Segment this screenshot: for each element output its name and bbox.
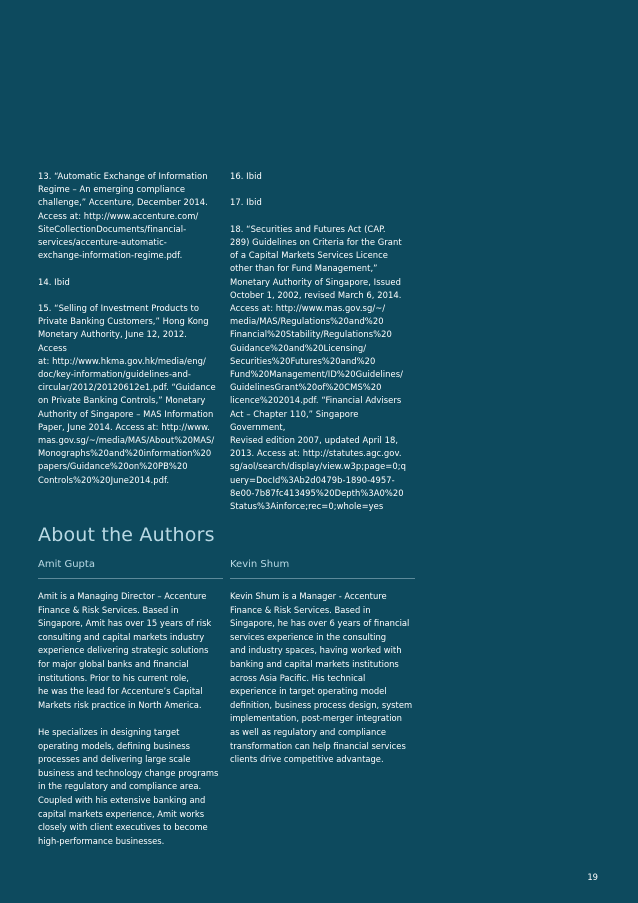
- author-bio: [230, 590, 415, 767]
- endnote-18: 18. “Securities and Futures Act (CAP. 289) Guidelines on Criteria for the Grant of a Capital Markets Services Licence other than for Fund Management,” Monetary Authority of Singapore, Issued October 1, 2002, revised March 6, 2014. Access at: http://www.mas.gov.sg/~/ media/MAS/Regulations%20and%20 Financial%20Stability/Regulations%20 Guidance%20and%20Licensing/ Securities%20Futures%20and%20 Fund%20Management/ID%20Guidelines/ GuidelinesGrant%20of%20CMS%20 licence%202014.pdf. “Financial Advisers Act – Chapter 110,” Singapore Government, Revised edition 2007, updated April 18, 2013. Access at: http://statutes.agc.gov. sg/aol/search/display/view.w3p;page=0;q uery=DocId%3Ab2d0479b-1890-4957- 8e00-7b87fc413495%20Depth%3A0%20 Status%3Ainforce;rec=0;whole=yes: [230, 223, 406, 512]
- endnotes-left-column: [38, 170, 218, 500]
- endnote-16: 16. Ibid: [230, 171, 262, 181]
- endnote-15: 15. “Selling of Investment Products to Private Banking Customers,” Hong Kong Monetary Authority, June 12, 2012. Access at: http://www.hkma.gov.hk/media/eng/ doc/key-information/guidelines-and- circular/2012/20120612e1.pdf. “Guidance on Private Banking Controls,” Monetary Authority of Singapore – MAS Information Paper, June 2014. Access at: http://www. mas.gov.sg/~/media/MAS/About%20MAS/ Monographs%20and%20information%20 papers/Guidance%20on%20PB%20 Controls%20%20June2014.pdf.: [38, 303, 216, 485]
- author-name: Kevin Shum: [230, 558, 415, 579]
- page-number: 19: [587, 872, 598, 882]
- bio-paragraph: He specializes in designing target operating models, defining business processes and delivering large scale business and technology change programs in the regulatory and compliance area. Coupled with his extensive banking and capital markets experience, Amit works closely with client executives to become high-performance businesses.: [38, 726, 219, 846]
- bio-paragraph: Kevin Shum is a Manager - Accenture Finance & Risk Services. Based in Singapore, he has over 6 years of financial services experience in the consulting and industry spaces, having worked with banking and capital markets institutions across Asia Pacific. His technical experience in target operating model definition, business process design, system implementation, post-merger integration as well as regulatory and compliance transformation can help financial services clients drive competitive advantage.: [230, 591, 413, 765]
- author-kevin-shum: [230, 558, 415, 780]
- bio-paragraph: Amit is a Managing Director – Accenture Finance & Risk Services. Based in Singapore, Amit has over 15 years of risk consulting and capital markets industry experience delivering strategic solutions for major global banks and financial institutions. Prior to his current role, he was the lead for Accenture’s Capital Markets risk practice in North America.: [38, 591, 212, 710]
- author-amit-gupta: [38, 558, 223, 862]
- endnote-14: 14. Ibid: [38, 276, 70, 287]
- author-name: Amit Gupta: [38, 558, 223, 579]
- endnotes-right-column: [230, 170, 415, 526]
- about-authors-heading: About the Authors: [38, 524, 215, 546]
- endnote-17: 17. Ibid: [230, 197, 262, 208]
- author-bio: [38, 590, 223, 848]
- endnote-13: 13. “Automatic Exchange of Information Regime – An emerging compliance challenge,” Accenture, December 2014. Access at: http://www.accenture.com/ SiteCollectionDocuments/financial- services/accenture-automatic- exchange-information-regime.pdf.: [38, 171, 208, 261]
